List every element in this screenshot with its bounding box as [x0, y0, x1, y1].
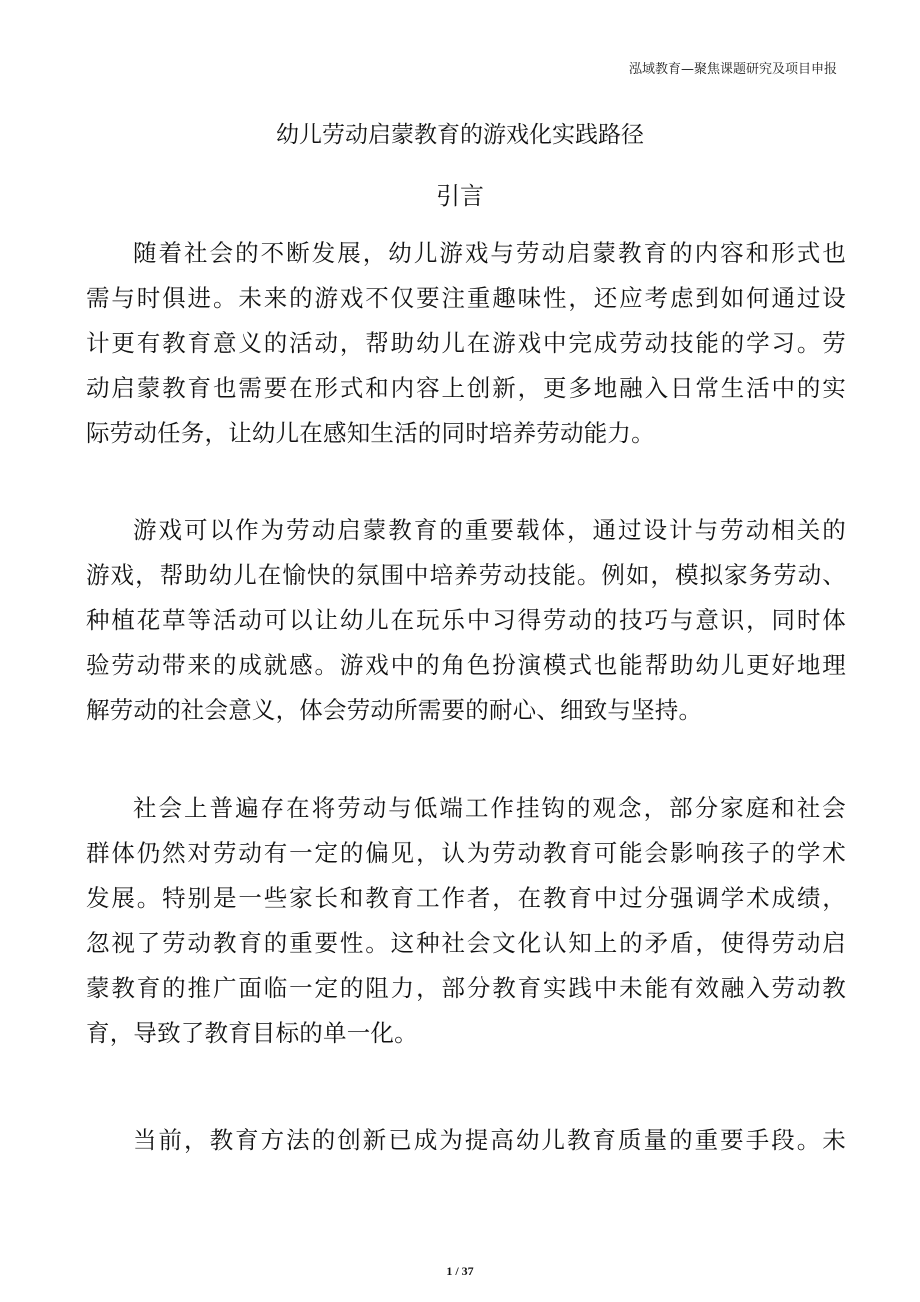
paragraph-line: 解劳动的社会意义，体会劳动所需要的耐心、细致与坚持。 [86, 696, 703, 724]
page-number: 1 / 37 [446, 1264, 474, 1278]
paragraph-line: 社会上普遍存在将劳动与低端工作挂钩的观念，部分家庭和社会 [133, 794, 846, 822]
paragraph-line: 计更有教育意义的活动，帮助幼儿在游戏中完成劳动技能的学习。劳 [86, 329, 846, 357]
document-title: 幼儿劳动启蒙教育的游戏化实践路径 [276, 122, 644, 148]
paragraph-line: 育，导致了教育目标的单一化。 [86, 1019, 418, 1047]
section-heading: 引言 [436, 182, 484, 210]
paragraph-line: 际劳动任务，让幼儿在感知生活的同时培养劳动能力。 [86, 419, 655, 447]
paragraph-line: 种植花草等活动可以让幼儿在玩乐中习得劳动的技巧与意识，同时体 [86, 606, 846, 634]
paragraph-line: 游戏可以作为劳动启蒙教育的重要载体，通过设计与劳动相关的 [133, 516, 846, 544]
paragraph-line: 发展。特别是一些家长和教育工作者，在教育中过分强调学术成绩， [86, 884, 846, 912]
paragraph-line: 忽视了劳动教育的重要性。这种社会文化认知上的矛盾，使得劳动启 [86, 929, 846, 957]
paragraph-line: 随着社会的不断发展，幼儿游戏与劳动启蒙教育的内容和形式也 [133, 239, 846, 267]
paragraph-line: 动启蒙教育也需要在形式和内容上创新，更多地融入日常生活中的实 [86, 374, 846, 402]
paragraph-line: 验劳动带来的成就感。游戏中的角色扮演模式也能帮助幼儿更好地理 [86, 651, 846, 679]
paragraph-line: 需与时俱进。未来的游戏不仅要注重趣味性，还应考虑到如何通过设 [86, 284, 846, 312]
paragraph [86, 1118, 846, 1163]
paragraph-line: 当前，教育方法的创新已成为提高幼儿教育质量的重要手段。未 [133, 1126, 846, 1154]
paragraph-line: 蒙教育的推广面临一定的阻力，部分教育实践中未能有效融入劳动教 [86, 974, 846, 1002]
paragraph-line: 游戏，帮助幼儿在愉快的氛围中培养劳动技能。例如，模拟家务劳动、 [86, 561, 846, 589]
paragraph [86, 786, 846, 1056]
header-org: 泓域教育—聚焦课题研究及项目申报 [628, 62, 837, 77]
paragraph-line: 群体仍然对劳动有一定的偏见，认为劳动教育可能会影响孩子的学术 [86, 839, 846, 867]
paragraph [86, 508, 846, 733]
paragraph [86, 231, 846, 456]
